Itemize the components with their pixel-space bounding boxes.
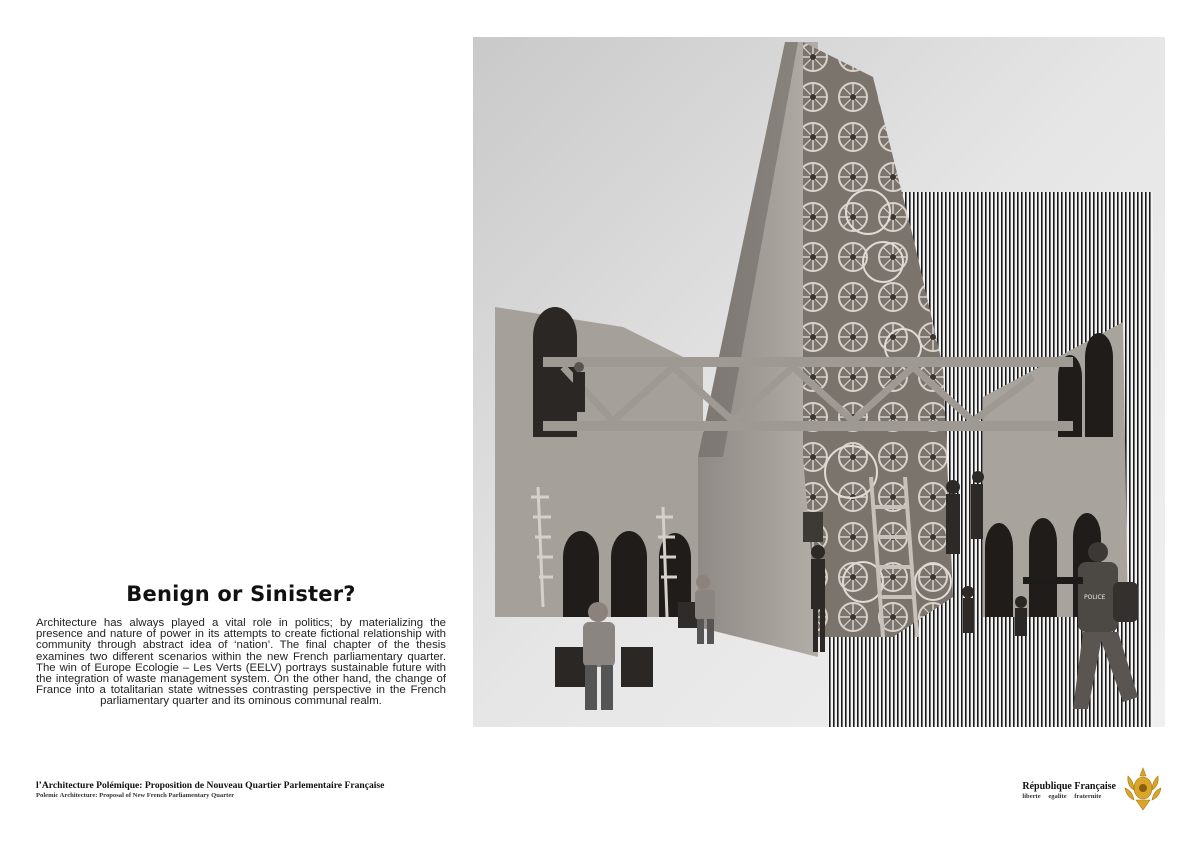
truss-bridge [543,357,1073,367]
footer-right [1022,781,1116,800]
figure-on-bridge [573,372,585,412]
footer-project-title-fr: l’Architecture Polémique: Proposition de Nouveau Quartier Parlementaire Française [36,780,385,791]
footer-left [36,780,384,799]
footer-motto: liberte egalite fraternite [1022,793,1102,800]
footer-project-title-en: Polemic Architecture: Proposal of New French Parliamentary Quarter [36,792,235,799]
document-body: Architecture has always played a vital role in politics; by materializing the presence and nature of power in its attempts to create fictional relationship with community through abstract idea of ‘nation’. The final chapter of the thesis examines two different scenarios within the new French parliamentary quarter. The win of Europe Ecologie – Les Verts (EELV) portrays sustainable future with the integration of waste management system. On the other hand, the change of France into a totalitarian state witnesses contrasting perspective in the French parliamentary quarter and its ominous communal realm. [36,617,446,708]
collage-photograph [473,37,1165,727]
police-label: POLICE [1084,594,1106,601]
document-title: Benign or Sinister? [126,582,356,606]
french-emblem-icon [1122,766,1164,812]
footer-republique: République Française [1022,781,1116,792]
